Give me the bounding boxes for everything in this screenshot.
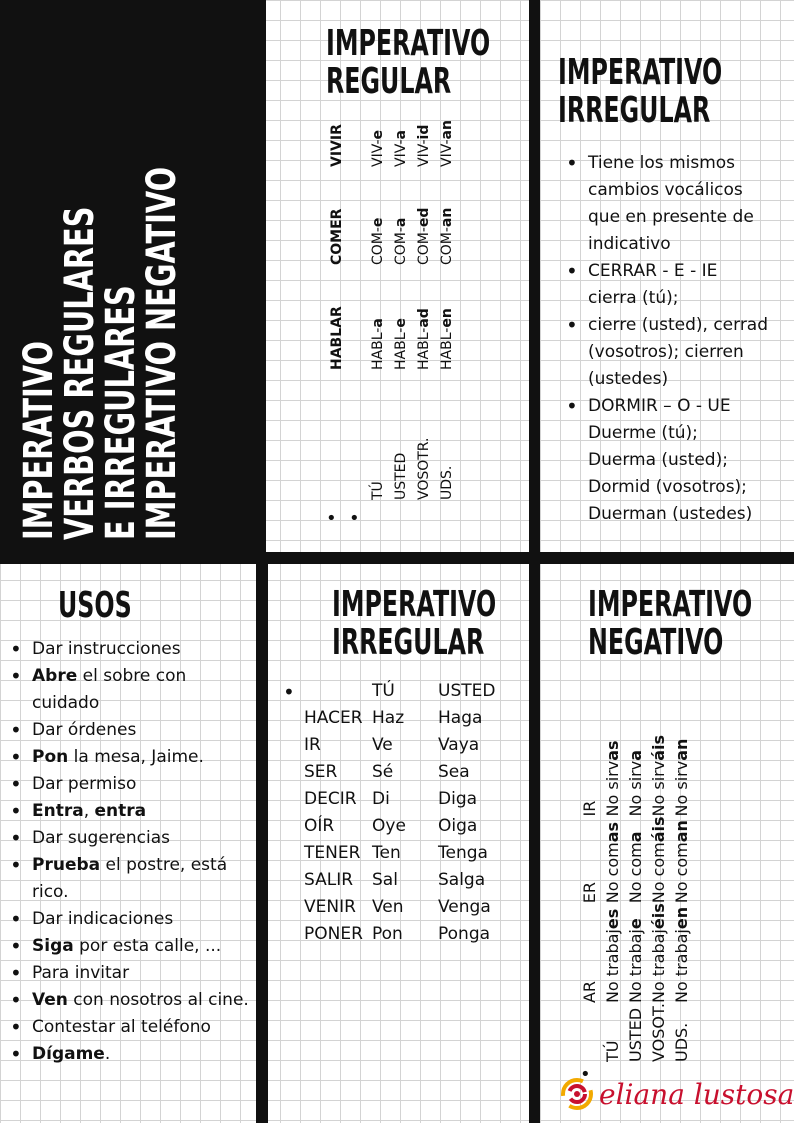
table-row: VOSOTR. HABL-ad COM-ed VIV-id	[416, 124, 432, 500]
list-item: • Pon la mesa, Jaime.	[8, 744, 253, 771]
table-row: IR Ve Vaya	[304, 735, 480, 755]
swirl-logo-icon	[560, 1077, 594, 1111]
usos-heading: USOS	[58, 585, 132, 626]
list-item: • Entra, entra	[8, 798, 253, 825]
table-row: USTED HABL-e COM-a VIV-a	[393, 130, 409, 500]
list-item: • Abre el sobre con cuidado	[8, 663, 253, 717]
divider-horizontal	[0, 552, 794, 564]
group-ar: AR	[580, 980, 599, 1004]
table-row: TENER Ten Tenga	[304, 843, 488, 863]
list-item: • Tiene los mismos cambios vocálicos que en presente de indicativo	[564, 150, 769, 258]
list-item: • Siga por esta calle, ...	[8, 933, 253, 960]
bullet-dot-icon: •	[283, 680, 295, 704]
title-line-1: IMPERATIVO	[16, 340, 62, 540]
table-row: TÚ HABL-a COM-e VIV-e	[370, 129, 386, 500]
logo-text: eliana lustosa	[599, 1077, 794, 1111]
group-ir: IR	[580, 800, 599, 817]
usos-list	[8, 636, 253, 1068]
table-row: VENIR Ven Venga	[304, 897, 491, 917]
list-item: • Contestar al teléfono	[8, 1014, 253, 1041]
title-line-3: E IRREGULARES	[98, 285, 144, 540]
bullet-dot-icon: •	[580, 1064, 591, 1085]
regular-heading: IMPERATIVO REGULAR	[326, 23, 491, 102]
list-item: • CERRAR - E - IE cierra (tú);	[564, 258, 769, 312]
verb-vivir: VIVIR	[329, 124, 345, 167]
table-row: PONER Pon Ponga	[304, 924, 491, 944]
list-item: • Dígame.	[8, 1041, 253, 1068]
table-row: VOSOT. No trabajéis No comáis No sirváis	[649, 734, 668, 1062]
list-item: • DORMIR – O - UE Duerme (tú); Duerma (usted); Dormid (vosotros); Duerman (ustedes)	[564, 393, 769, 528]
list-item: • Dar permiso	[8, 771, 253, 798]
title-text	[16, 22, 185, 540]
col-usted: USTED	[438, 681, 496, 701]
table-row: UDS. HABL-en COM-an VIV-an	[439, 120, 455, 500]
logo	[560, 1076, 794, 1112]
table-row: SER Sé Sea	[304, 762, 470, 782]
table-row: HACER Haz Haga	[304, 708, 483, 728]
list-item: • cierre (usted), cerrad (vosotros); cierren (ustedes)	[564, 312, 769, 393]
verb-comer: COMER	[329, 208, 345, 265]
negativo-table	[578, 735, 693, 1062]
verb-hablar: HABLAR	[329, 306, 345, 370]
divider-vertical-bottom-left	[256, 560, 268, 1123]
list-item: • Dar indicaciones	[8, 906, 253, 933]
table-row: DECIR Di Diga	[304, 789, 478, 809]
negativo-heading: IMPERATIVO NEGATIVO	[588, 584, 753, 663]
table-row: OÍR Oye Oiga	[304, 816, 478, 836]
list-item: • Ven con nosotros al cine.	[8, 987, 253, 1014]
table-row: USTED No trabaje No coma No sirva	[626, 749, 645, 1062]
irregular-top-list	[564, 150, 769, 528]
title-block	[0, 0, 266, 560]
list-item: • Dar instrucciones	[8, 636, 253, 663]
list-item: • Para invitar	[8, 960, 253, 987]
regular-conjugation-table	[326, 120, 459, 500]
regular-table	[326, 120, 459, 500]
table-row: SALIR Sal Salga	[304, 870, 486, 890]
negativo-conjugation-table	[578, 735, 693, 1062]
irregular-top-heading: IMPERATIVO IRREGULAR	[558, 52, 723, 131]
title-line-4: IMPERATIVO NEGATIVO	[139, 166, 185, 540]
title-line-2: VERBOS REGULARES	[57, 206, 103, 540]
col-tu: TÚ	[372, 681, 395, 701]
bullet-dot-icon: •	[349, 508, 360, 529]
irregular-table-heading: IMPERATIVO IRREGULAR	[332, 584, 497, 663]
list-item: • Prueba el postre, está rico.	[8, 852, 253, 906]
table-row: TÚ No trabajes No comas No sirvas	[603, 740, 622, 1062]
list-item: • Dar órdenes	[8, 717, 253, 744]
list-item: • Dar sugerencias	[8, 825, 253, 852]
table-row: UDS. No trabajen No coman No sirvan	[672, 738, 691, 1062]
irregular-verbs-table	[304, 678, 495, 948]
bullet-dot-icon: •	[326, 508, 337, 529]
group-er: ER	[580, 882, 599, 904]
